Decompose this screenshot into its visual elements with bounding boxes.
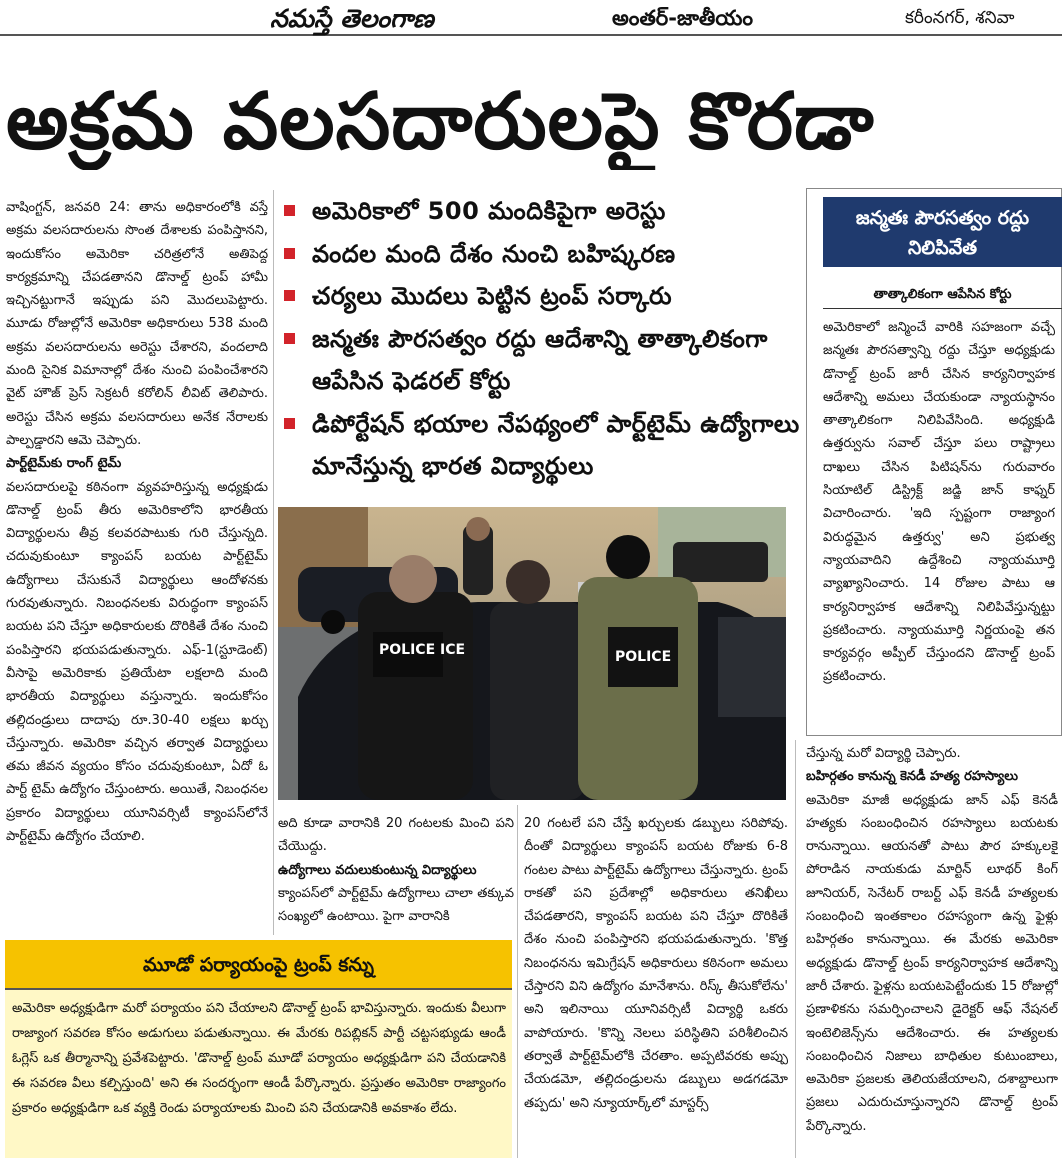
bullet-square-icon [284, 333, 295, 344]
column-1 [6, 196, 268, 952]
news-photo [278, 507, 786, 800]
sidebar-body: అమెరికాలో జన్మించే వారికి సహజంగా వచ్చే జన్మతః పౌరసత్వాన్ని రద్దు చేస్తూ అధ్యక్షుడు డొనాల్డ్ ట్రంప్ జారీ చేసిన కార్యనిర్వాహక ఆదేశాన్ని అమలు చేయకుండా న్యాయస్థానం తాత్కాలికంగా నిలిపివేసింది. అధ్యక్షుడి ఉత్తర్వును సవాల్ చేస్తూ పలు రాష్ట్రాలు దాఖలు చేసిన పిటిషన్‌ను గురువారం సియాటిల్ డిస్ట్రిక్ట్ జడ్జి జాన్ కాఫ్నర్ విచారించారు. 'ఇది స్పష్టంగా రాజ్యాంగ విరుద్ధమైన ఉత్తర్వు' అని ప్రభుత్వ న్యాయవాదిని ఉద్దేశించి న్యాయమూర్తి వ్యాఖ్యానించారు. 14 రోజుల పాటు ఆ కార్యనిర్వాహక ఆదేశాన్ని నిలిపివేస్తున్నట్టు ప్రకటించారు. న్యాయమూర్తి నిర్ణయంపై తన కార్యవర్గం అప్పీల్ చేస్తుందని డొనాల్డ్ ట్రంప్ ప్రకటించారు. [823, 320, 1055, 685]
masthead: నమస్తే తెలంగాణ [270, 4, 434, 33]
column-divider [517, 805, 518, 1158]
trump-box-body: అమెరికా అధ్యక్షుడిగా మరో పర్యాయం పని చేయాలని డొనాల్డ్ ట్రంప్ భావిస్తున్నారు. ఇందుకు వీలుగా రాజ్యాంగ సవరణ కోసం అడుగులు పడుతున్నాయి. ఈ మేరకు రిపబ్లికన్ పార్టీ చట్టసభ్యుడు ఆండీ ఓగ్లెస్ ఒక తీర్మానాన్ని ప్రవేశపెట్టారు. 'డొనాల్డ్ ట్రంప్ మూడో పర్యాయం అధ్యక్షుడిగా పని చేయడానికి ఈ సవరణ వీలు కల్పిస్తుంది' అని ఈ సందర్భంగా ఆండీ పేర్కొన్నారు. ప్రస్తుతం అమెరికా రాజ్యాంగం ప్రకారం అధ్యక్షుడిగా ఒక వ్యక్తి రెండు పర్యాయాలకు మించి పని చేయడానికి అవకాశం లేదు. [12, 1001, 506, 1116]
col3-text: 20 గంటలే పని చేస్తే ఖర్చులకు డబ్బులు సరిపోవు. దీంతో విద్యార్థులు క్యాంపస్ బయట రోజుకు 6-8 గంటల పాటు పార్ట్‌టైమ్ ఉద్యోగాలు చేస్తున్నారు. ట్రంప్ రాకతో పని ప్రదేశాల్లో అధికారులు తనిఖీలు చేపడతారని, క్యాంపస్ బయట పని చేస్తూ దొరికితే దేశం నుంచి పంపిస్తారని భయపడుతున్నారు. 'కొత్త నిబంధనను ఇమిగ్రేషన్ అధికారులు కఠినంగా అమలు చేస్తారని విని ఉద్యోగం మానేశాను. రిస్క్ తీసుకోలేను' అని ఇలినాయి యూనివర్సిటీ విద్యార్థి ఒకరు వాపోయారు. 'కొన్ని నెలలు పరిస్థితిని పరిశీలించిన తర్వాతే పార్ట్‌టైమ్‌లోకి చేరతాం. అప్పటివరకు అప్పు చేయడమో, తల్లిదండ్రులను డబ్బులు అడగడమో తప్పదు' అని న్యూయార్క్‌లో మాస్టర్స్ [524, 816, 788, 1111]
sidebar-rule [823, 308, 1062, 309]
subhead-part-time: పార్ట్‌టైమ్‌కు రాంగ్ టైమ్ [6, 456, 122, 472]
photo-illustration [278, 507, 786, 800]
subhead-jobs: ఉద్యోగాలు వదులుకుంటున్న విద్యార్థులు [278, 862, 477, 878]
bullet-square-icon [284, 290, 295, 301]
bullet-square-icon [284, 418, 295, 429]
col1-body: వలసదారులపై కఠినంగా వ్యవహరిస్తున్న అధ్యక్షుడు డొనాల్డ్ ట్రంప్ తీరు అమెరికాలోని భారతీయ విద్యార్థులను తీవ్ర కలవరపాటుకు గురి చేస్తున్నది. చదువుకుంటూ క్యాంపస్ బయట పార్ట్‌టైమ్ ఉద్యోగాలు చేసుకునే విద్యార్థులు ఆందోళనకు గురవుతున్నారు. నిబంధనలకు విరుద్ధంగా క్యాంపస్ బయట పని చేస్తూ అధికారులకు దొరికితే దేశం నుంచి పంపిస్తారని భయపడుతున్నారు. ఎఫ్-1(స్టూడెంట్) వీసాపై అమెరికాకు ప్రతియేటా లక్షలాది మంది భారతీయ విద్యార్థులు వస్తున్నారు. ఇందుకోసం తల్లిదండ్రులు దాదాపు రూ.30-40 లక్షలు ఖర్చు చేస్తున్నారు. అమెరికా వచ్చిన తర్వాత విద్యార్థులు తమ జీవన వ్యయం కోసం చదువుకుంటూ, ఏదో ఓ పార్ట్ టైమ్ ఉద్యోగం చేస్తుంటారు. అయితే, నిబంధనల ప్రకారం విద్యార్థులు యూనివర్సిటీ క్యాంపస్‌లోనే పార్ట్‌టైమ్ ఉద్యోగం చేయాలి. [6, 479, 268, 845]
bullet-item: జన్మతః పౌరసత్వం రద్దు ఆదేశాన్ని తాత్కాలికంగా ఆపేసిన ఫెడరల్ కోర్టు [282, 318, 802, 403]
sidebar-heading: జన్మతః పౌరసత్వం రద్దు నిలిపివేత [823, 197, 1062, 267]
column-divider [795, 740, 796, 1158]
bullet-square-icon [284, 205, 295, 216]
lead-paragraph: వాషింగ్టన్, జనవరి 24: తాను అధికారంలోకి వస్తే అక్రమ వలసదారులను సొంత దేశాలకు పంపిస్తానని, ఇందుకోసం అమెరికా చరిత్రలోనే అతిపెద్ద కార్యక్రమాన్ని చేపడతానని డొనాల్డ్ ట్రంప్ హామీ ఇచ్చినట్టుగానే ఇప్పుడు పని మొదలుపెట్టారు. మూడు రోజుల్లోనే అమెరికా అధికారులు 538 మంది అక్రమ వలసదారులను అరెస్టు చేశారని, వందలాది మంది సైనిక విమానాల్లో దేశం నుంచి పంపించేశారని వైట్ హౌజ్ ప్రెస్ సెక్రటరీ కరోలిన్ లీవిట్ తెలిపారు. అరెస్టు చేసిన అక్రమ వలసదారులు అనేక నేరాలకు పాల్పడ్డారని ఆమె చెప్పారు. [6, 200, 268, 448]
col2-text: అది కూడా వారానికి 20 గంటలకు మించి పని చేయొద్దు. [278, 816, 514, 855]
bullet-item: వందల మంది దేశం నుంచి బహిష్కరణ [282, 233, 802, 276]
bullet-square-icon [284, 248, 295, 259]
bullet-item: డిపోర్టేషన్ భయాల నేపథ్యంలో పార్ట్‌టైమ్ ఉద్యోగాలు మానేస్తున్న భారత విద్యార్థులు [282, 403, 802, 488]
col4-body: అమెరికా మాజీ అధ్యక్షుడు జాన్ ఎఫ్ కెనడీ హత్యకు సంబంధించిన రహస్యాలు బయటకు రానున్నాయి. ఆయనతో పాటు పౌర హక్కులకై పోరాడిన నాయకుడు మార్టిన్ లూథర్ కింగ్ జూనియర్, సెనేటర్ రాబర్ట్ ఎఫ్ కెనడీ హత్యలకు సంబంధించి ఇంతకాలం రహస్యంగా ఉన్న ఫైళ్లు బహిర్గతం కానున్నాయి. ఈ మేరకు అమెరికా అధ్యక్షుడు డొనాల్డ్ ట్రంప్ కార్యనిర్వాహక ఆదేశాన్ని జారీ చేశారు. ఫైళ్లను బయటపెట్టేందుకు 15 రోజుల్లో ప్రణాళికను సమర్పించాలని డైరెక్టర్ ఆఫ్ నేషనల్ ఇంటెలిజెన్స్‌ను ఆదేశించారు. ఈ హత్యలకు సంబంధించిన నిజాలు బాధితుల కుటుంబాలు, అమెరికా ప్రజలకు తెలియజేయాలని, దశాబ్దాలుగా ప్రజలు ఎదురుచూస్తున్నారని డొనాల్డ్ ట్రంప్ పేర్కొన్నారు. [806, 792, 1058, 1134]
page-header [0, 0, 1062, 36]
sidebar-subheading: తాత్కాలికంగా ఆపేసిన కోర్టు [873, 287, 1012, 302]
section-label: అంతర్-జాతీయం [612, 6, 753, 30]
bullet-item: అమెరికాలో 500 మందికిపైగా అరెస్టు [282, 190, 802, 233]
headline: అక్రమ వలసదారులపై కొరడా [6, 76, 875, 167]
col2-body: క్యాంపస్‌లో పార్ట్‌టైమ్ ఉద్యోగాలు చాలా తక్కువ సంఖ్యలో ఉంటాయి. పైగా వారానికి [278, 885, 514, 925]
highlight-bullets [282, 190, 802, 488]
column-divider [273, 190, 274, 935]
dateline: కరీంనగర్, శనివా [905, 8, 1015, 28]
bullet-item: చర్యలు మొదలు పెట్టిన ట్రంప్ సర్కారు [282, 275, 802, 318]
subhead-kennedy: బహిర్గతం కానున్న కెనడీ హత్య రహస్యాలు [806, 769, 1018, 785]
col4-text: చేస్తున్న మరో విద్యార్థి చెప్పారు. [806, 746, 961, 761]
vest-label-right: POLICE [615, 649, 672, 665]
column-2 [278, 812, 514, 932]
column-4 [806, 742, 1058, 1158]
column-3 [524, 812, 788, 1158]
vest-label-left: POLICE ICE [379, 642, 466, 658]
trump-box-heading: మూడో పర్యాయంపై ట్రంప్ కన్ను [5, 940, 512, 990]
